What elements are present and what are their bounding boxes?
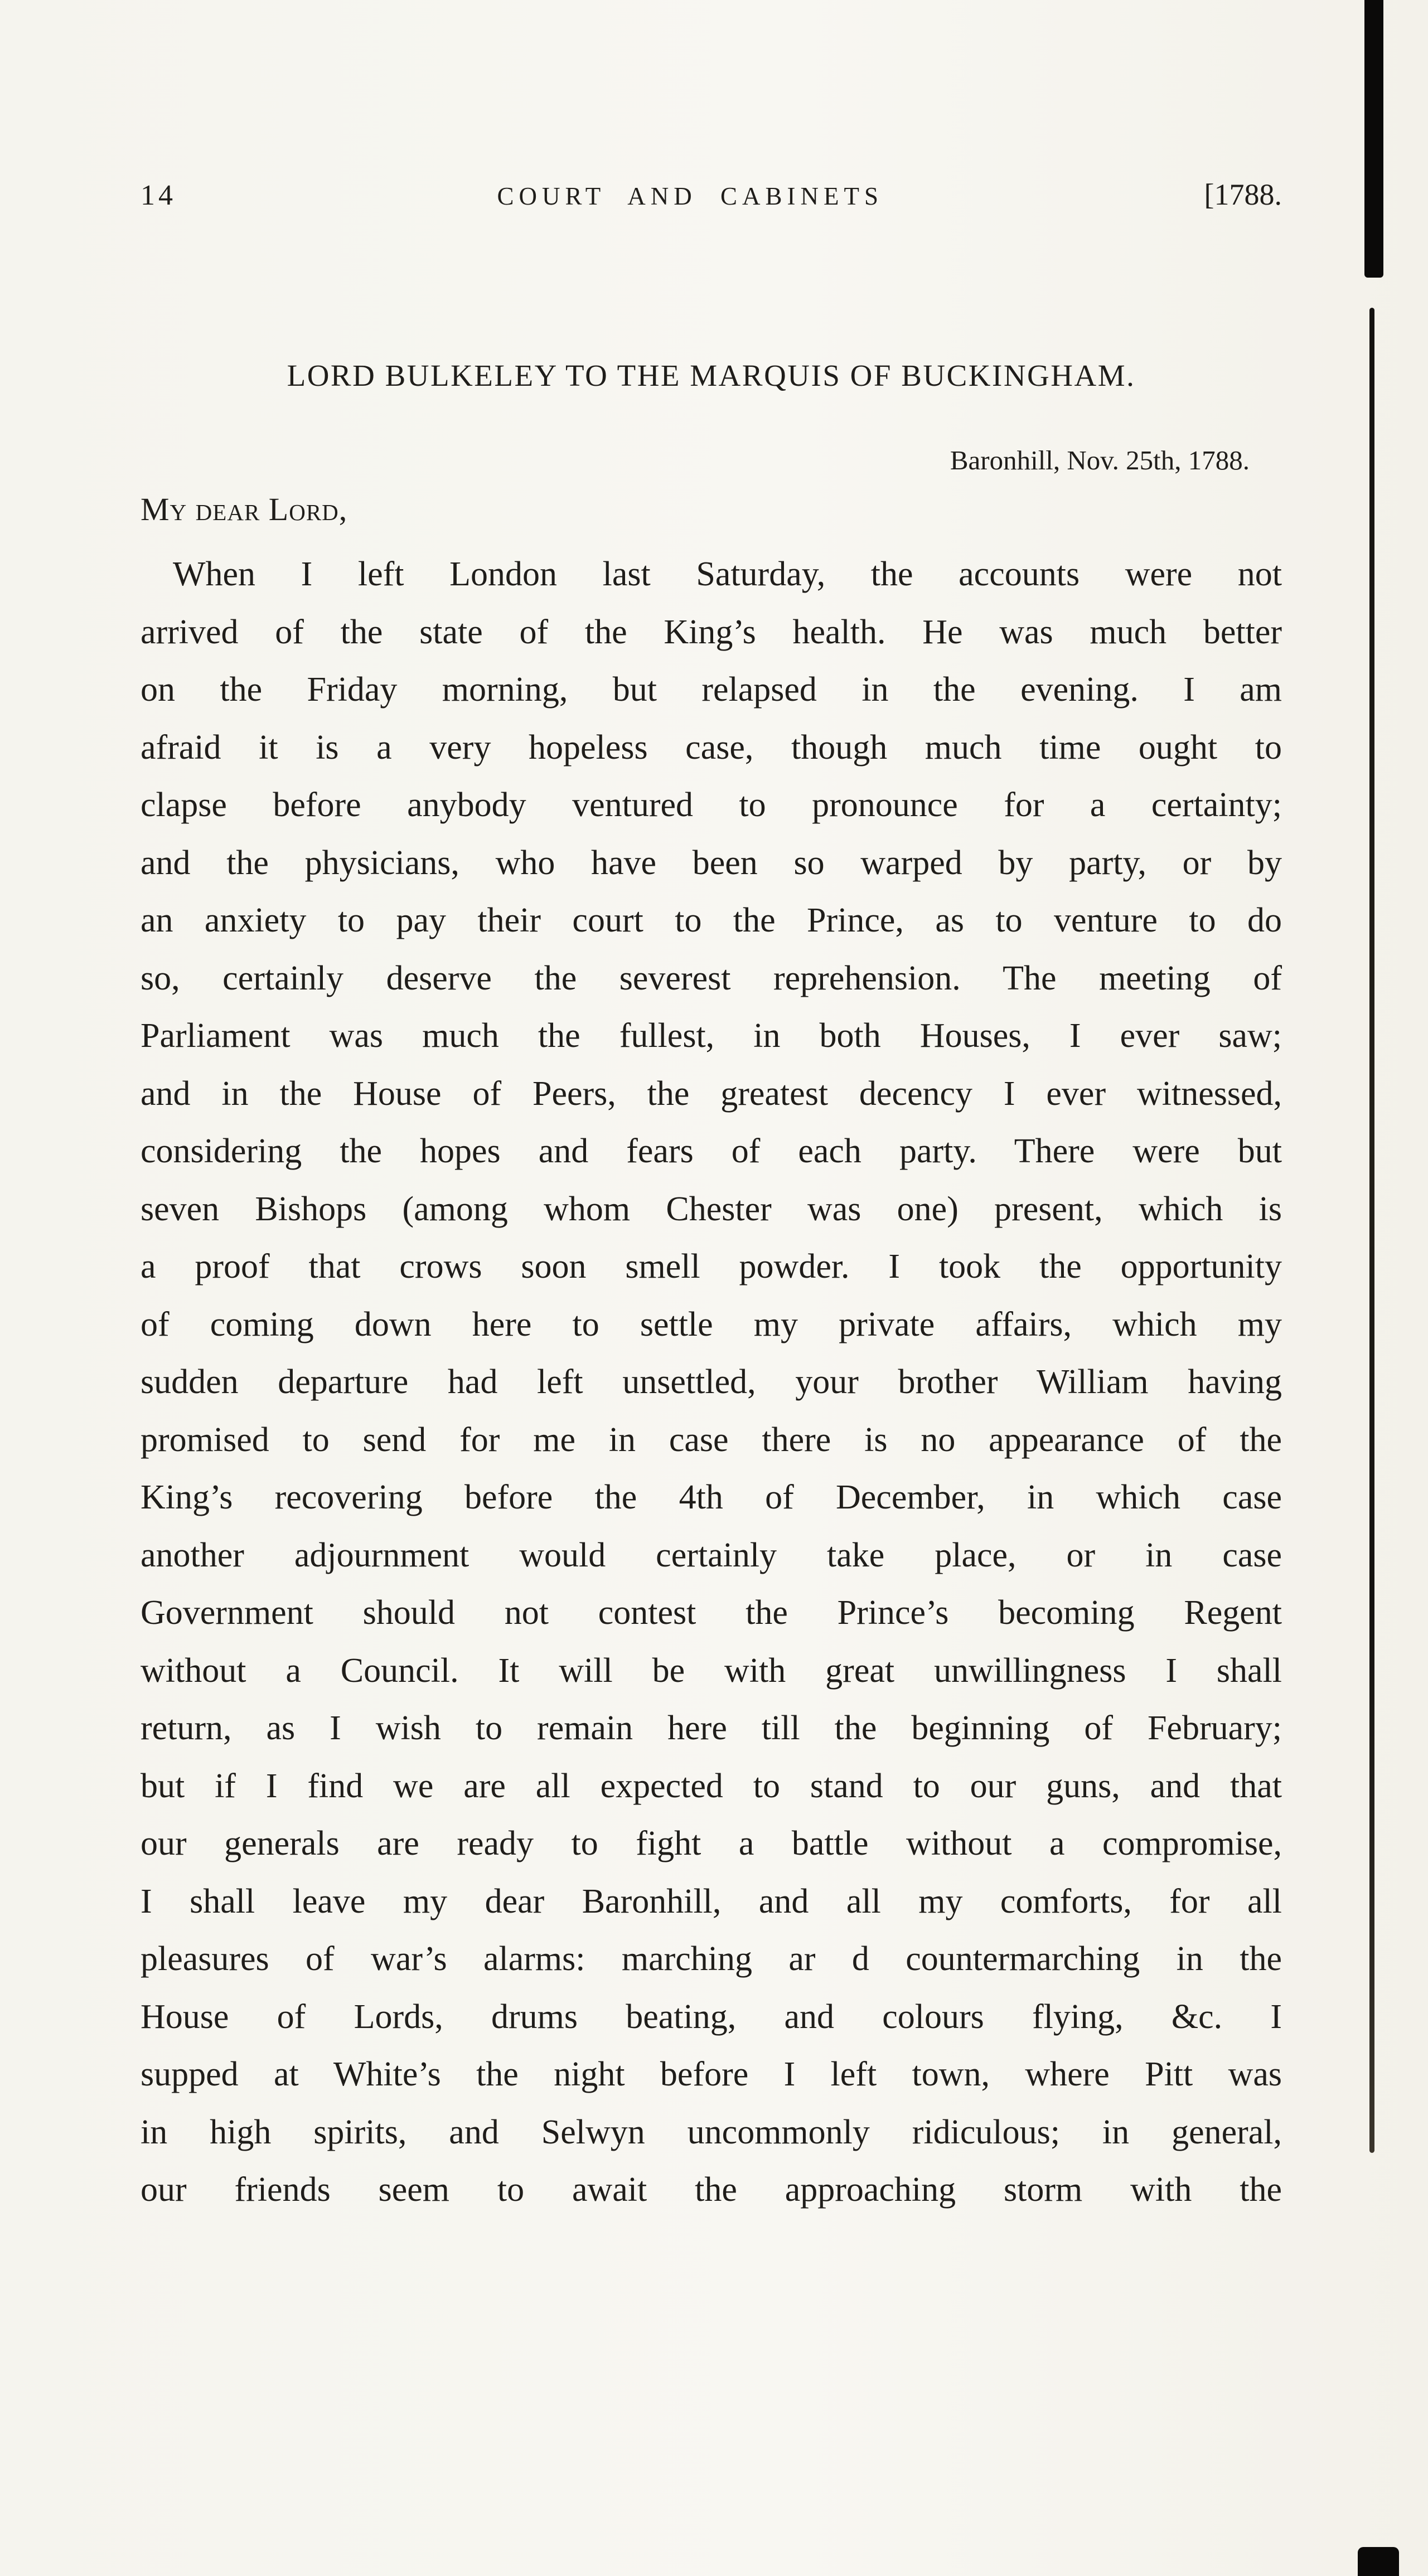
body-line: return, as I wish to remain here till the beginning of February; [141,1709,1282,1747]
body-line: House of Lords, drums beating, and colours flying, &c. I [141,1997,1282,2036]
year-marker: [1788. [1204,178,1282,211]
body-line: in high spirits, and Selwyn uncommonly ridiculous; in general, [141,2113,1282,2151]
body-line: seven Bishops (among whom Chester was one) present, which is [141,1190,1282,1228]
body-line: arrived of the state of the King’s health. He was much better [141,613,1282,651]
body-line: so, certainly deserve the severest reprehension. The meeting of [141,959,1282,997]
body-line: an anxiety to pay their court to the Prince, as to venture to do [141,901,1282,939]
page-header [141,177,1282,212]
scan-edge-bar-top [1364,0,1383,278]
body-line: supped at White’s the night before I left town, where Pitt was [141,2055,1282,2093]
running-header: COURT AND CABINETS [497,182,884,210]
body-line: afraid it is a very hopeless case, though much time ought to [141,728,1282,767]
page-content [141,0,1282,2219]
body-line: of coming down here to settle my private affairs, which my [141,1305,1282,1343]
body-line: our friends seem to await the approaching storm with the [141,2171,1282,2209]
body-line: considering the hopes and fears of each party. There were but [141,1132,1282,1170]
body-line: King’s recovering before the 4th of December, in which case [141,1478,1282,1516]
letter-salutation: My dear Lord, [141,491,348,527]
body-line: but if I find we are all expected to stand to our guns, and that [141,1767,1282,1805]
body-line: pleasures of war’s alarms: marching ar d countermarching in the [141,1940,1282,1978]
scan-edge-line [1369,308,1374,2153]
body-line: and the physicians, who have been so warped by party, or by [141,843,1282,882]
body-line: clapse before anybody ventured to pronounce for a certainty; [141,786,1282,824]
letter-dateline: Baronhill, Nov. 25th, 1788. [950,445,1250,476]
body-line: our generals are ready to fight a battle without a compromise, [141,1825,1282,1862]
body-line: without a Council. It will be with great unwillingness I shall [141,1651,1282,1690]
scan-edge-blob-bottom [1358,2547,1399,2576]
body-line: on the Friday morning, but relapsed in the evening. I am [141,671,1282,709]
body-line: When I left London last Saturday, the accounts were not [173,555,1282,593]
body-line: Government should not contest the Prince’s becoming Regent [141,1594,1282,1632]
body-line: promised to send for me in case there is no appearance of the [141,1420,1282,1459]
body-line: I shall leave my dear Baronhill, and all my comforts, for all [141,1882,1282,1920]
page-number: 14 [141,180,176,211]
body-line: a proof that crows soon smell powder. I took the opportunity [141,1248,1282,1285]
body-line: another adjournment would certainly take place, or in case [141,1536,1282,1574]
letter-body [141,546,1282,2219]
body-line: Parliament was much the fullest, in both Houses, I ever saw; [141,1017,1282,1055]
letter-heading: LORD BULKELEY TO THE MARQUIS OF BUCKINGHAM. [287,358,1136,392]
body-line: and in the House of Peers, the greatest decency I ever witnessed, [141,1074,1282,1113]
body-line: sudden departure had left unsettled, your brother William having [141,1363,1282,1401]
